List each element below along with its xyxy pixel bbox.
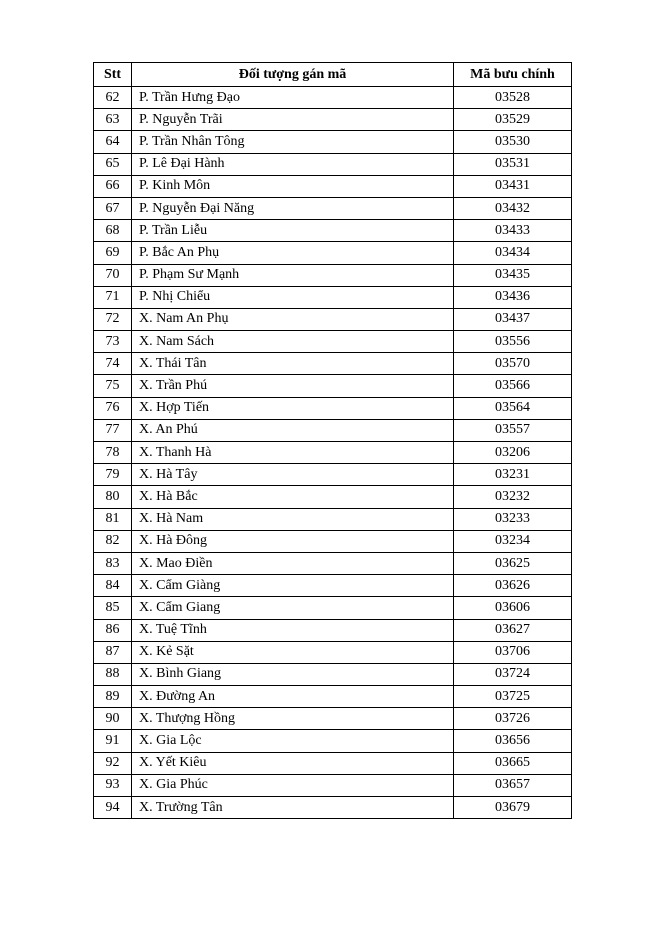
table-header-row bbox=[94, 63, 572, 87]
row-code: 03432 bbox=[454, 197, 572, 219]
row-code: 03625 bbox=[454, 552, 572, 574]
table-row bbox=[94, 597, 572, 619]
row-name: X. Cẩm Giang bbox=[132, 597, 454, 619]
table-row bbox=[94, 730, 572, 752]
row-stt: 66 bbox=[94, 175, 132, 197]
row-name: P. Trần Hưng Đạo bbox=[132, 87, 454, 109]
row-code: 03434 bbox=[454, 242, 572, 264]
row-stt: 68 bbox=[94, 220, 132, 242]
table-row bbox=[94, 619, 572, 641]
header-code: Mã bưu chính bbox=[454, 63, 572, 87]
table-row bbox=[94, 464, 572, 486]
row-code: 03557 bbox=[454, 419, 572, 441]
row-code: 03436 bbox=[454, 286, 572, 308]
table-row bbox=[94, 220, 572, 242]
row-code: 03233 bbox=[454, 508, 572, 530]
table-row bbox=[94, 641, 572, 663]
row-name: P. Nguyễn Trãi bbox=[132, 109, 454, 131]
row-stt: 76 bbox=[94, 397, 132, 419]
row-stt: 88 bbox=[94, 663, 132, 685]
row-name: X. Nam Sách bbox=[132, 331, 454, 353]
row-code: 03556 bbox=[454, 331, 572, 353]
row-name: X. Hà Bắc bbox=[132, 486, 454, 508]
table-row bbox=[94, 663, 572, 685]
row-code: 03724 bbox=[454, 663, 572, 685]
row-name: X. Đường An bbox=[132, 686, 454, 708]
row-name: X. Bình Giang bbox=[132, 663, 454, 685]
row-name: X. Cẩm Giàng bbox=[132, 575, 454, 597]
row-stt: 80 bbox=[94, 486, 132, 508]
row-stt: 77 bbox=[94, 419, 132, 441]
row-stt: 62 bbox=[94, 87, 132, 109]
row-code: 03725 bbox=[454, 686, 572, 708]
header-name: Đối tượng gán mã bbox=[132, 63, 454, 87]
row-code: 03627 bbox=[454, 619, 572, 641]
row-name: X. Hà Đông bbox=[132, 530, 454, 552]
table-row bbox=[94, 109, 572, 131]
table-row bbox=[94, 708, 572, 730]
row-name: X. Thượng Hồng bbox=[132, 708, 454, 730]
table-row bbox=[94, 575, 572, 597]
row-name: X. An Phú bbox=[132, 419, 454, 441]
row-name: X. Thái Tân bbox=[132, 353, 454, 375]
row-code: 03528 bbox=[454, 87, 572, 109]
table-row bbox=[94, 797, 572, 819]
row-code: 03529 bbox=[454, 109, 572, 131]
row-stt: 78 bbox=[94, 442, 132, 464]
row-stt: 70 bbox=[94, 264, 132, 286]
row-code: 03530 bbox=[454, 131, 572, 153]
row-stt: 86 bbox=[94, 619, 132, 641]
table-row bbox=[94, 774, 572, 796]
row-stt: 87 bbox=[94, 641, 132, 663]
table-row bbox=[94, 153, 572, 175]
row-name: X. Gia Lộc bbox=[132, 730, 454, 752]
row-stt: 92 bbox=[94, 752, 132, 774]
row-code: 03679 bbox=[454, 797, 572, 819]
row-name: X. Tuệ Tĩnh bbox=[132, 619, 454, 641]
row-stt: 72 bbox=[94, 308, 132, 330]
row-name: X. Trường Tân bbox=[132, 797, 454, 819]
row-name: X. Nam An Phụ bbox=[132, 308, 454, 330]
row-code: 03656 bbox=[454, 730, 572, 752]
row-stt: 69 bbox=[94, 242, 132, 264]
table-row bbox=[94, 375, 572, 397]
row-code: 03234 bbox=[454, 530, 572, 552]
table-body bbox=[94, 87, 572, 819]
row-stt: 71 bbox=[94, 286, 132, 308]
row-stt: 64 bbox=[94, 131, 132, 153]
row-code: 03531 bbox=[454, 153, 572, 175]
row-stt: 90 bbox=[94, 708, 132, 730]
table-row bbox=[94, 419, 572, 441]
row-name: X. Hà Nam bbox=[132, 508, 454, 530]
row-stt: 75 bbox=[94, 375, 132, 397]
row-stt: 84 bbox=[94, 575, 132, 597]
row-stt: 79 bbox=[94, 464, 132, 486]
table-row bbox=[94, 197, 572, 219]
row-stt: 85 bbox=[94, 597, 132, 619]
table-row bbox=[94, 242, 572, 264]
row-code: 03566 bbox=[454, 375, 572, 397]
row-code: 03665 bbox=[454, 752, 572, 774]
row-stt: 91 bbox=[94, 730, 132, 752]
row-code: 03232 bbox=[454, 486, 572, 508]
row-stt: 73 bbox=[94, 331, 132, 353]
row-name: P. Nguyễn Đại Năng bbox=[132, 197, 454, 219]
table-row bbox=[94, 331, 572, 353]
row-code: 03706 bbox=[454, 641, 572, 663]
row-name: P. Trần Nhân Tông bbox=[132, 131, 454, 153]
table-row bbox=[94, 175, 572, 197]
postal-code-table bbox=[93, 62, 572, 819]
row-code: 03570 bbox=[454, 353, 572, 375]
row-name: P. Nhị Chiểu bbox=[132, 286, 454, 308]
table-row bbox=[94, 87, 572, 109]
row-name: X. Hợp Tiến bbox=[132, 397, 454, 419]
row-code: 03433 bbox=[454, 220, 572, 242]
row-stt: 63 bbox=[94, 109, 132, 131]
row-name: X. Mao Điền bbox=[132, 552, 454, 574]
row-name: X. Gia Phúc bbox=[132, 774, 454, 796]
table-row bbox=[94, 264, 572, 286]
row-code: 03435 bbox=[454, 264, 572, 286]
row-stt: 74 bbox=[94, 353, 132, 375]
row-name: X. Thanh Hà bbox=[132, 442, 454, 464]
row-code: 03564 bbox=[454, 397, 572, 419]
table-row bbox=[94, 552, 572, 574]
row-name: X. Kẻ Sặt bbox=[132, 641, 454, 663]
table-row bbox=[94, 353, 572, 375]
row-name: P. Kinh Môn bbox=[132, 175, 454, 197]
table-row bbox=[94, 442, 572, 464]
row-stt: 93 bbox=[94, 774, 132, 796]
row-stt: 65 bbox=[94, 153, 132, 175]
row-code: 03657 bbox=[454, 774, 572, 796]
row-stt: 83 bbox=[94, 552, 132, 574]
row-name: P. Trần Liễu bbox=[132, 220, 454, 242]
row-stt: 94 bbox=[94, 797, 132, 819]
row-name: P. Phạm Sư Mạnh bbox=[132, 264, 454, 286]
table-row bbox=[94, 508, 572, 530]
row-name: X. Yết Kiêu bbox=[132, 752, 454, 774]
table-row bbox=[94, 131, 572, 153]
row-name: X. Trần Phú bbox=[132, 375, 454, 397]
row-name: P. Lê Đại Hành bbox=[132, 153, 454, 175]
table-row bbox=[94, 286, 572, 308]
table-row bbox=[94, 686, 572, 708]
table-row bbox=[94, 308, 572, 330]
row-code: 03626 bbox=[454, 575, 572, 597]
row-stt: 82 bbox=[94, 530, 132, 552]
row-stt: 67 bbox=[94, 197, 132, 219]
row-code: 03726 bbox=[454, 708, 572, 730]
table-row bbox=[94, 486, 572, 508]
row-code: 03231 bbox=[454, 464, 572, 486]
row-code: 03206 bbox=[454, 442, 572, 464]
table-row bbox=[94, 397, 572, 419]
row-stt: 89 bbox=[94, 686, 132, 708]
row-name: X. Hà Tây bbox=[132, 464, 454, 486]
header-stt: Stt bbox=[94, 63, 132, 87]
table-row bbox=[94, 530, 572, 552]
row-name: P. Bắc An Phụ bbox=[132, 242, 454, 264]
row-stt: 81 bbox=[94, 508, 132, 530]
table-row bbox=[94, 752, 572, 774]
row-code: 03606 bbox=[454, 597, 572, 619]
row-code: 03431 bbox=[454, 175, 572, 197]
row-code: 03437 bbox=[454, 308, 572, 330]
